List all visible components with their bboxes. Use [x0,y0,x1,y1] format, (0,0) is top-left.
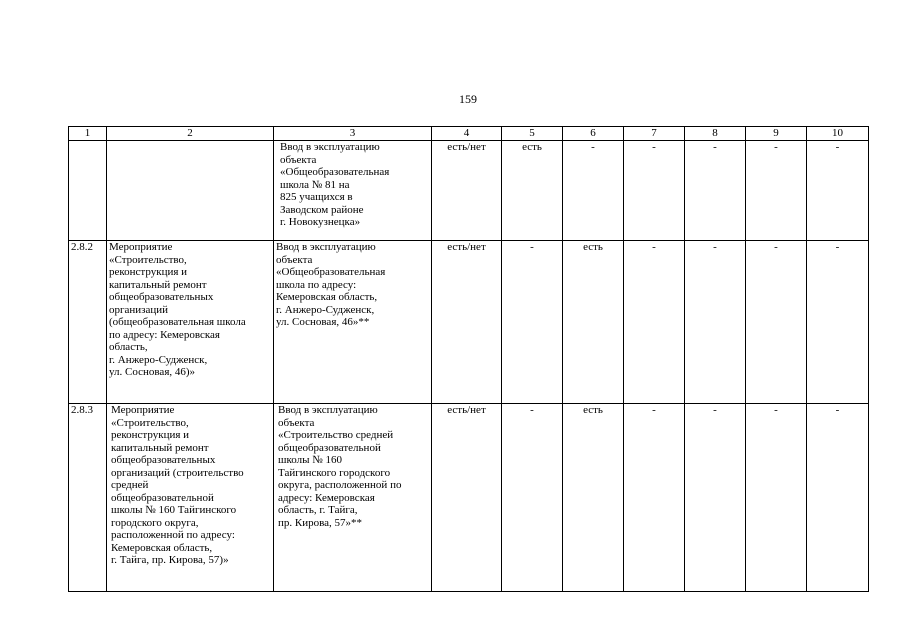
event-cell: Мероприятие «Строительство, реконструкция и капитальный ремонт общеобразовательных организаций (строительство средней общеобразовательной школы № 160 Тайгинского городского округа, расположенной по адресу: Кемеровская область, г. Тайга, пр. Кирова, 57)» [107,404,274,592]
value-cell: - [685,141,746,241]
table-row [69,141,869,241]
page-number: 159 [459,92,477,106]
value-cell: - [624,404,685,592]
column-header: 7 [624,127,685,141]
column-header: 4 [432,127,502,141]
event-cell: Мероприятие «Строительство, реконструкция и капитальный ремонт общеобразовательных организаций (общеобразовательная школа по адресу: Кемеровская область, г. Анжеро-Судженск, ул. Сосновая, 46)» [107,241,274,404]
column-header: 9 [746,127,807,141]
value-cell: - [685,241,746,404]
value-cell: - [685,404,746,592]
value-cell: есть [563,241,624,404]
indicator-cell: Ввод в эксплуатацию объекта «Общеобразовательная школа № 81 на 825 учащихся в Заводском районе г. Новокузнецка» [274,141,432,241]
value-cell: - [624,241,685,404]
indicator-cell: Ввод в эксплуатацию объекта «Общеобразовательная школа по адресу: Кемеровская область, г. Анжеро-Судженск, ул. Сосновая, 46»** [274,241,432,404]
row-number: 2.8.2 [69,241,107,404]
value-cell: - [807,404,869,592]
table-row [69,241,869,404]
indicator-cell: Ввод в эксплуатацию объекта «Строительство средней общеобразовательной школы № 160 Тайгинского городского округа, расположенной по адресу: Кемеровская область, г. Тайга, пр. Кирова, 57»** [274,404,432,592]
column-header: 10 [807,127,869,141]
value-cell: - [807,241,869,404]
column-header: 1 [69,127,107,141]
value-cell: - [502,404,563,592]
value-cell: - [624,141,685,241]
value-cell: - [563,141,624,241]
value-cell: есть [563,404,624,592]
value-cell: - [746,241,807,404]
column-header: 5 [502,127,563,141]
value-cell: есть/нет [432,404,502,592]
measures-table [68,126,869,592]
value-cell: есть/нет [432,241,502,404]
column-header: 8 [685,127,746,141]
value-cell: есть [502,141,563,241]
value-cell: - [746,404,807,592]
value-cell: - [502,241,563,404]
row-number [69,141,107,241]
value-cell: - [807,141,869,241]
column-header: 3 [274,127,432,141]
event-cell [107,141,274,241]
header-row [69,127,869,141]
value-cell: - [746,141,807,241]
table-row [69,404,869,592]
column-header: 2 [107,127,274,141]
column-header: 6 [563,127,624,141]
value-cell: есть/нет [432,141,502,241]
row-number: 2.8.3 [69,404,107,592]
